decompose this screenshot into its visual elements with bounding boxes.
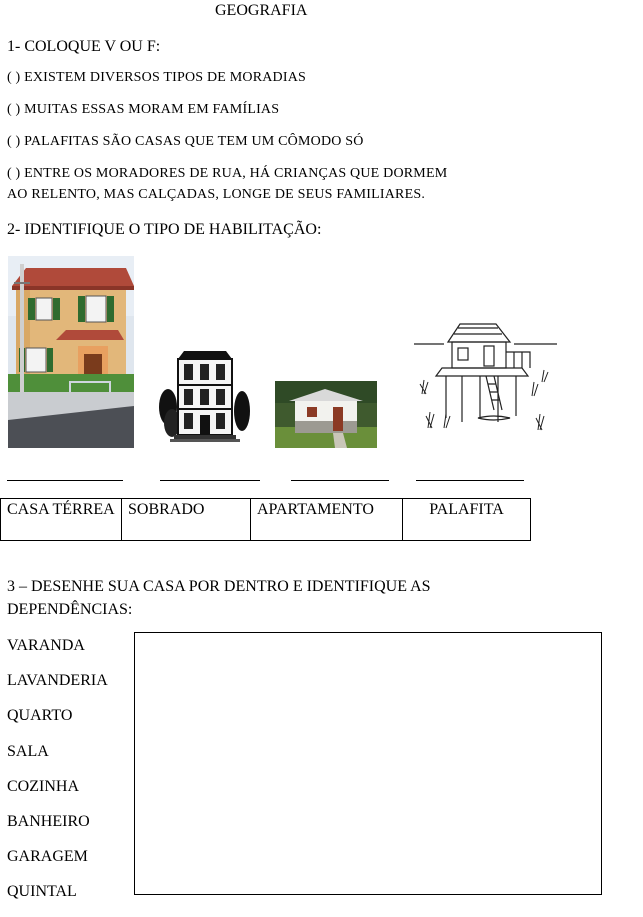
room-varanda: VARANDA xyxy=(7,637,85,654)
room-cozinha: COZINHA xyxy=(7,778,79,795)
small-house-image xyxy=(275,381,377,448)
page-title: GEOGRAFIA xyxy=(215,2,308,19)
room-quintal: QUINTAL xyxy=(7,883,77,900)
answer-line-4[interactable] xyxy=(416,480,524,481)
q1-item-1: ( ) EXISTEM DIVERSOS TIPOS DE MORADIAS xyxy=(7,70,307,85)
q3-heading-line2: DEPENDÊNCIAS: xyxy=(7,601,133,618)
answer-line-3[interactable] xyxy=(291,480,389,481)
q1-item-4: ( ) ENTRE OS MORADORES DE RUA, HÁ CRIANÇAS QUE DORMEM xyxy=(7,166,448,181)
two-storey-house-image xyxy=(8,256,134,448)
answer-line-1[interactable] xyxy=(7,480,123,481)
q3-heading-line1: 3 – DESENHE SUA CASA POR DENTRO E IDENTIFIQUE AS xyxy=(7,578,431,595)
q2-heading: 2- IDENTIFIQUE O TIPO DE HABILITAÇÃO: xyxy=(7,221,322,238)
option-palafita: PALAFITA xyxy=(403,499,531,541)
q1-item-4-continuation: AO RELENTO, MAS CALÇADAS, LONGE DE SEUS FAMILIARES. xyxy=(7,187,426,202)
housing-options-table xyxy=(0,498,531,541)
room-banheiro: BANHEIRO xyxy=(7,813,90,830)
room-garagem: GARAGEM xyxy=(7,848,88,865)
option-sobrado: SOBRADO xyxy=(122,499,251,541)
sobrado-drawing-image xyxy=(158,345,251,445)
room-quarto: QUARTO xyxy=(7,707,73,724)
q1-item-2: ( ) MUITAS ESSAS MORAM EM FAMÍLIAS xyxy=(7,102,280,117)
option-casa-terrea: CASA TÉRREA xyxy=(1,499,122,541)
room-sala: SALA xyxy=(7,743,49,760)
q1-item-3: ( ) PALAFITAS SÃO CASAS QUE TEM UM CÔMODO SÓ xyxy=(7,134,364,149)
palafita-drawing-image xyxy=(414,318,557,438)
room-lavanderia: LAVANDERIA xyxy=(7,672,108,689)
answer-line-2[interactable] xyxy=(160,480,260,481)
q1-heading: 1- COLOQUE V OU F: xyxy=(7,38,161,55)
drawing-box[interactable] xyxy=(134,632,602,895)
option-apartamento: APARTAMENTO xyxy=(251,499,403,541)
